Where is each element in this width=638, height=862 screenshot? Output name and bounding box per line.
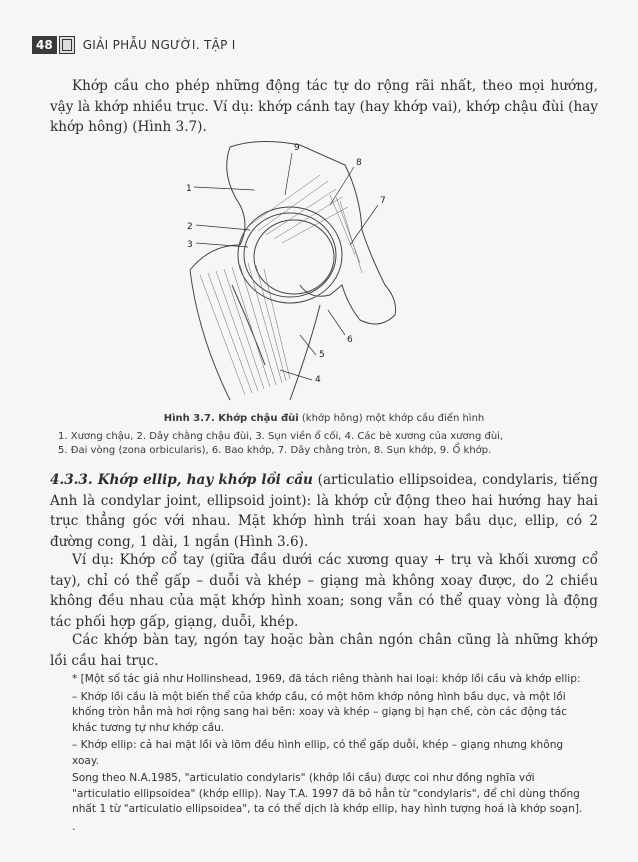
figure-caption-number: Hình 3.7. Khớp chậu đùi (163, 413, 299, 424)
figure-label-8: 8 (356, 158, 362, 168)
figure-label-6: 6 (347, 335, 353, 345)
page-number: 48 (32, 36, 57, 54)
figure-caption-description: (khớp hông) một khớp cầu điển hình (298, 413, 485, 424)
section-4-3-3 (50, 470, 598, 552)
footnote-block (72, 672, 592, 837)
figure-label-7: 7 (380, 196, 386, 206)
footnote-trailing-mark: . (72, 820, 76, 833)
figure-label-9: 9 (294, 143, 300, 153)
intro-paragraph: Khớp cầu cho phép những động tác tự do rộng rãi nhất, theo mọi hướng, vậy là khớp nhiều trục. Ví dụ: khớp cánh tay (hay khớp vai), khớp chậu đùi (hay khớp hông) (Hình 3.7). (50, 78, 598, 135)
figure-label-4: 4 (315, 375, 321, 385)
figure-caption-line-1: 1. Xương chậu, 2. Dây chằng chậu đùi, 3. Sụn viền ổ cối, 4. Các bè xương của xương đùi, (58, 431, 504, 442)
hip-joint-illustration (170, 135, 400, 405)
figure-label-5: 5 (319, 350, 325, 360)
other-joints-paragraph: Các khớp bàn tay, ngón tay hoặc bàn chân ngón chân cũng là những khớp lồi cầu hai trục. (50, 632, 598, 669)
footnote-lead: * [Một số tác giả như Hollinshead, 1969, đã tách riêng thành hai loại: khớp lồi cầu và khớp ellip: (72, 673, 581, 685)
figure-label-3: 3 (187, 240, 193, 250)
book-logo-icon (59, 36, 75, 54)
footnote-closing: Song theo N.A.1985, "articulatio condylaris" (khớp lồi cầu) được coi như đồng nghĩa với "articulatio ellipsoidea" (khớp ellip). Nay T.A. 1997 đã bỏ hẳn từ "condylaris", để chỉ dùng thống nhất 1 từ "articulatio ellipsoidea", ta có thể dịch là khớp ellip, hay hình tượng hoá là khớp soạn]. (72, 772, 583, 815)
section-body: (articulatio ellipsoidea, condylaris, tiếng Anh là condylar joint, ellipsoid joint): là khớp cử động theo hai hướng hay hai trục thẳng góc với nhau. Mặt khớp hình trái xoan hay bầu dục, ellip, có 2 đường cong, 1 dài, 1 ngắn (Hình 3.6). (50, 472, 599, 550)
running-title: GIẢI PHẪU NGƯỜI. TẬP I (82, 38, 236, 52)
page-header (32, 36, 236, 54)
footnote-item-2: – Khớp ellip: cả hai mặt lồi và lõm đều hình ellip, có thể gấp duỗi, khép – giạng nhưng không xoay. (72, 739, 564, 767)
section-heading-alt: hay khớp lồi cầu (181, 472, 313, 488)
example-paragraph: Ví dụ: Khớp cổ tay (giữa đầu dưới các xương quay + trụ và khối xương cổ tay), chỉ có thể gấp – duỗi và khép – giạng mà không xoay được, do 2 chiều không đều nhau của mặt khớp hình xoan; song vẫn có thể quay vòng là động tác phối hợp gấp, giạng, duỗi, khép. (50, 552, 598, 630)
figure-label-1: 1 (186, 184, 192, 194)
footnote-item-1: – Khớp lồi cầu là một biến thể của khớp cầu, có một hõm khớp nông hình bầu dục, và một lồi khống tròn hẳn mà hơi rộng sang hai bên: xoay và khép – giạng bị hạn chế, còn các động tác khác tương tự như khớp cầu. (72, 690, 568, 734)
figure-label-2: 2 (187, 222, 193, 232)
figure-caption-title (50, 412, 598, 426)
figure-caption-line-2: 5. Đai vòng (zona orbicularis), 6. Bao khớp, 7. Dây chằng tròn, 8. Sụn khớp, 9. Ổ khớp. (58, 445, 492, 456)
section-heading: 4.3.3. Khớp ellip, (50, 472, 182, 488)
